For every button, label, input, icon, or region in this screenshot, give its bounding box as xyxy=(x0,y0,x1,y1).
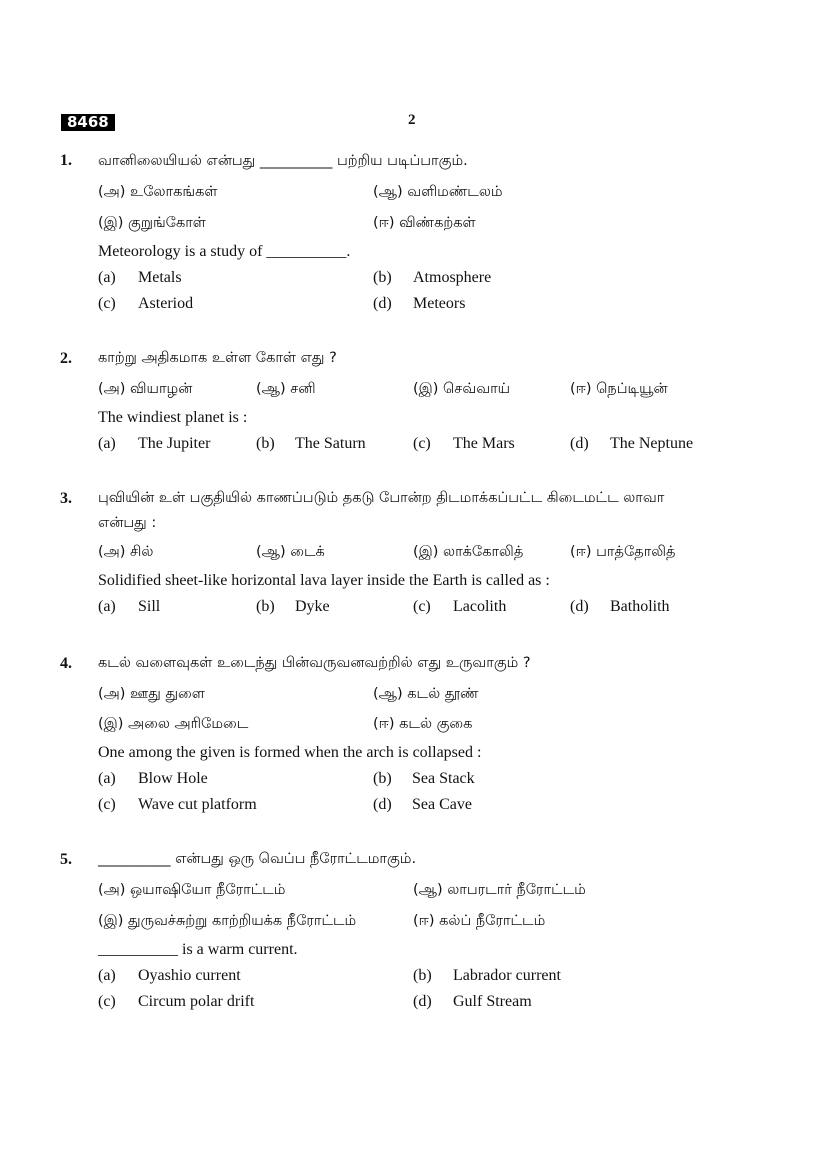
option-c-text: Wave cut platform xyxy=(138,796,257,813)
question-tamil-text: காற்று அதிகமாக உள்ள கோள் எது ? xyxy=(98,350,337,366)
option-c-text: The Mars xyxy=(453,435,515,452)
option-a-text: Sill xyxy=(138,598,161,615)
tamil-option-c: (இ) செவ்வாய் xyxy=(413,381,511,397)
option-b-text: Sea Stack xyxy=(412,770,475,787)
option-d-text: The Neptune xyxy=(610,435,694,452)
option-c-text: Circum polar drift xyxy=(138,993,255,1010)
option-d-label: (d) xyxy=(570,598,589,615)
option-b-label: (b) xyxy=(256,435,275,452)
tamil-option-a: (அ) ஒயாஷியோ நீரோட்டம் xyxy=(98,882,286,898)
question-number: 4. xyxy=(60,655,72,672)
tamil-option-c: (இ) துருவச்சுற்று காற்றியக்க நீரோட்டம் xyxy=(98,913,357,929)
tamil-option-c: (இ) லாக்கோலித் xyxy=(413,544,524,560)
tamil-option-a: (அ) சில் xyxy=(98,544,154,560)
option-c-label: (c) xyxy=(98,796,116,813)
tamil-option-d: (ஈ) கடல் குகை xyxy=(373,716,473,732)
option-a-text: Blow Hole xyxy=(138,770,208,787)
option-a-label: (a) xyxy=(98,967,116,984)
option-a-label: (a) xyxy=(98,435,116,452)
tamil-option-c: (இ) அலை அரிமேடை xyxy=(98,716,249,732)
question-tamil-text: __________ என்பது ஒரு வெப்ப நீரோட்டமாகும். xyxy=(98,851,417,867)
option-b-text: Atmosphere xyxy=(413,269,492,286)
tamil-option-a: (அ) வியாழன் xyxy=(98,381,193,397)
option-b-label: (b) xyxy=(373,770,392,787)
option-d-label: (d) xyxy=(413,993,432,1010)
question-tamil-text-line2: என்பது : xyxy=(98,515,157,531)
question-number: 1. xyxy=(60,152,72,169)
question-english-text: __________ is a warm current. xyxy=(98,941,298,958)
option-b-label: (b) xyxy=(373,269,392,286)
option-d-text: Gulf Stream xyxy=(453,993,532,1010)
tamil-option-b: (ஆ) கடல் தூண் xyxy=(373,686,479,702)
tamil-option-d: (ஈ) பாத்தோலித் xyxy=(570,544,676,560)
paper-code-badge: 8468 xyxy=(61,114,115,131)
tamil-option-b: (ஆ) வளிமண்டலம் xyxy=(373,184,503,200)
tamil-option-c: (இ) குறுங்கோள் xyxy=(98,215,206,231)
option-d-text: Meteors xyxy=(413,295,466,312)
page-number: 2 xyxy=(408,112,416,128)
question-number: 3. xyxy=(60,490,72,507)
tamil-option-a: (அ) உலோகங்கள் xyxy=(98,184,218,200)
question-english-text: Solidified sheet-like horizontal lava layer inside the Earth is called as : xyxy=(98,572,550,589)
question-english-text: Meteorology is a study of __________. xyxy=(98,243,351,260)
option-d-label: (d) xyxy=(373,295,392,312)
option-d-text: Sea Cave xyxy=(412,796,472,813)
option-c-text: Asteriod xyxy=(138,295,194,312)
option-c-label: (c) xyxy=(98,993,116,1010)
option-b-text: Dyke xyxy=(295,598,330,615)
option-d-label: (d) xyxy=(373,796,392,813)
question-tamil-text: வானிலையியல் என்பது __________ பற்றிய படிப்பாகும். xyxy=(98,153,468,169)
tamil-option-d: (ஈ) நெப்டியூன் xyxy=(570,381,668,397)
option-b-label: (b) xyxy=(256,598,275,615)
option-d-label: (d) xyxy=(570,435,589,452)
question-english-text: The windiest planet is : xyxy=(98,409,248,426)
option-b-text: The Saturn xyxy=(295,435,366,452)
option-a-label: (a) xyxy=(98,598,116,615)
option-d-text: Batholith xyxy=(610,598,670,615)
tamil-option-b: (ஆ) லாபரடார் நீரோட்டம் xyxy=(413,882,586,898)
question-english-text: One among the given is formed when the arch is collapsed : xyxy=(98,744,482,761)
option-a-label: (a) xyxy=(98,770,116,787)
option-b-label: (b) xyxy=(413,967,432,984)
option-a-text: Oyashio current xyxy=(138,967,241,984)
option-a-text: Metals xyxy=(138,269,182,286)
question-number: 5. xyxy=(60,851,72,868)
tamil-option-b: (ஆ) சனி xyxy=(256,381,316,397)
tamil-option-d: (ஈ) விண்கற்கள் xyxy=(373,215,476,231)
tamil-option-a: (அ) ஊது துளை xyxy=(98,686,205,702)
question-number: 2. xyxy=(60,350,72,367)
option-c-text: Lacolith xyxy=(453,598,507,615)
option-c-label: (c) xyxy=(98,295,116,312)
tamil-option-d: (ஈ) கல்ப் நீரோட்டம் xyxy=(413,913,546,929)
option-c-label: (c) xyxy=(413,598,431,615)
option-a-text: The Jupiter xyxy=(138,435,211,452)
option-a-label: (a) xyxy=(98,269,116,286)
question-tamil-text: கடல் வளைவுகள் உடைந்து பின்வருவனவற்றில் எது உருவாகும் ? xyxy=(98,655,531,671)
option-c-label: (c) xyxy=(413,435,431,452)
tamil-option-b: (ஆ) டைக் xyxy=(256,544,325,560)
question-tamil-text: புவியின் உள் பகுதியில் காணப்படும் தகடு போன்ற திடமாக்கப்பட்ட கிடைமட்ட லாவா xyxy=(98,490,665,506)
option-b-text: Labrador current xyxy=(453,967,561,984)
